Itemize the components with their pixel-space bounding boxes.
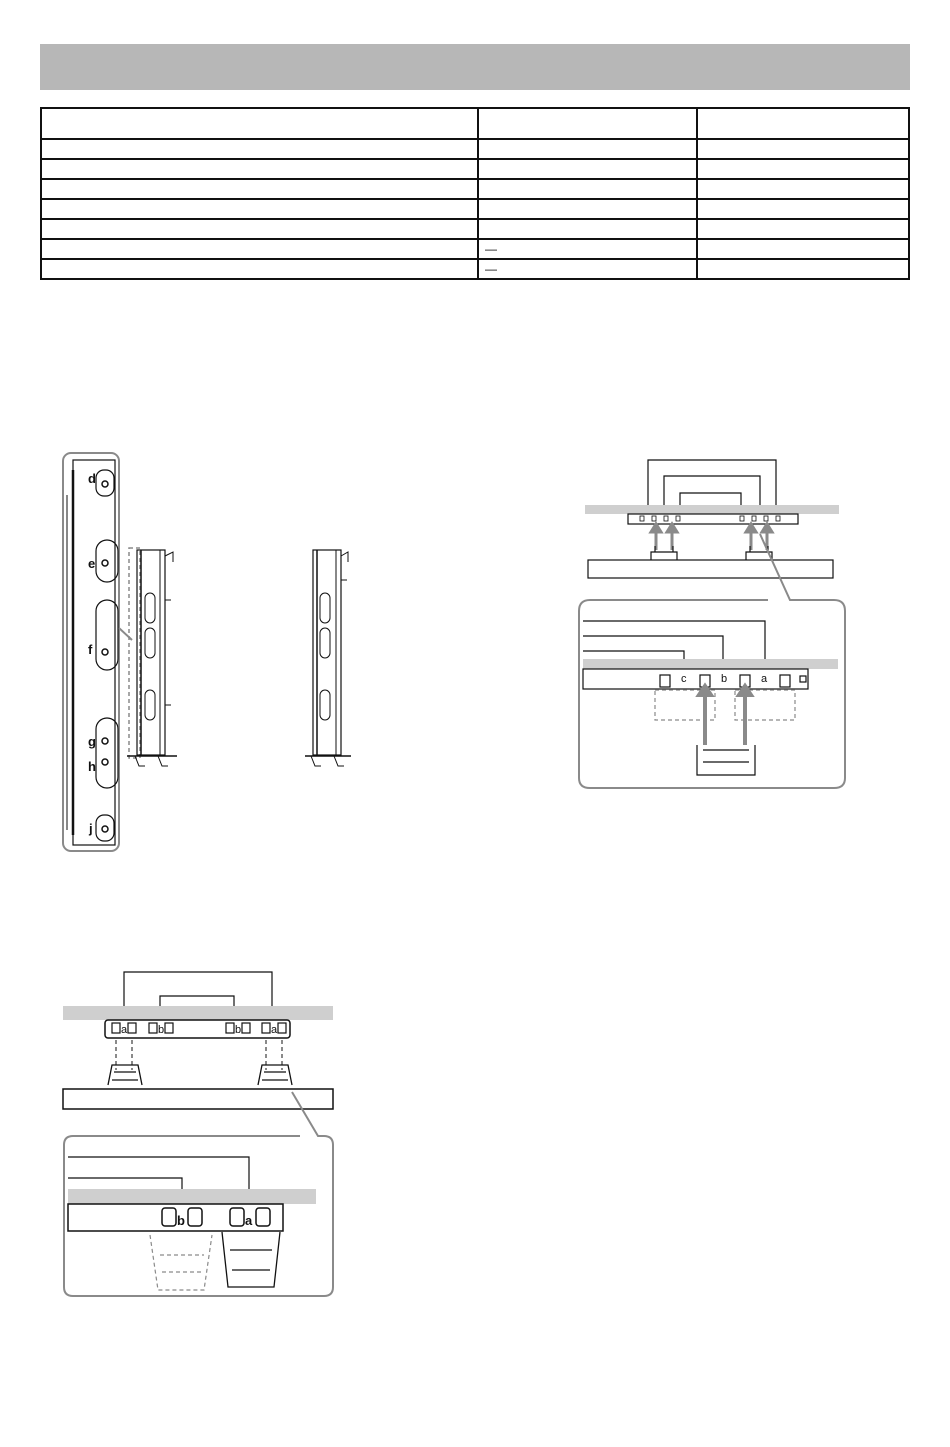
slot-label: b [721,673,728,685]
slot-label: a [761,673,768,685]
bracket-view-right [305,550,351,766]
panel-top [588,560,833,578]
bracket-label: b [158,1024,165,1036]
bracket-label: b [235,1024,242,1036]
side-bracket-figure [63,453,351,851]
hole-label: h [88,759,96,774]
wall-band [583,659,838,669]
mount-figure-top-right [579,460,845,788]
wall-band [63,1006,333,1020]
wall-plate [628,514,798,524]
bracket-label: a [121,1024,128,1036]
hole-label: j [89,821,93,836]
hole-label: e [88,556,96,571]
hole-label: g [88,734,96,749]
table-cell: — [478,239,697,259]
bracket-view-left [127,548,177,766]
bracket-label: a [271,1024,278,1036]
slot-label: c [681,673,687,685]
detail-label: a [245,1213,253,1228]
wall-band [68,1189,316,1204]
hole-label: f [88,642,93,657]
table-cell: — [478,259,697,279]
hole-label: d [88,471,96,486]
wall-band [585,505,839,514]
detail-label: b [177,1213,185,1228]
mount-figure-bottom-left [63,972,333,1296]
